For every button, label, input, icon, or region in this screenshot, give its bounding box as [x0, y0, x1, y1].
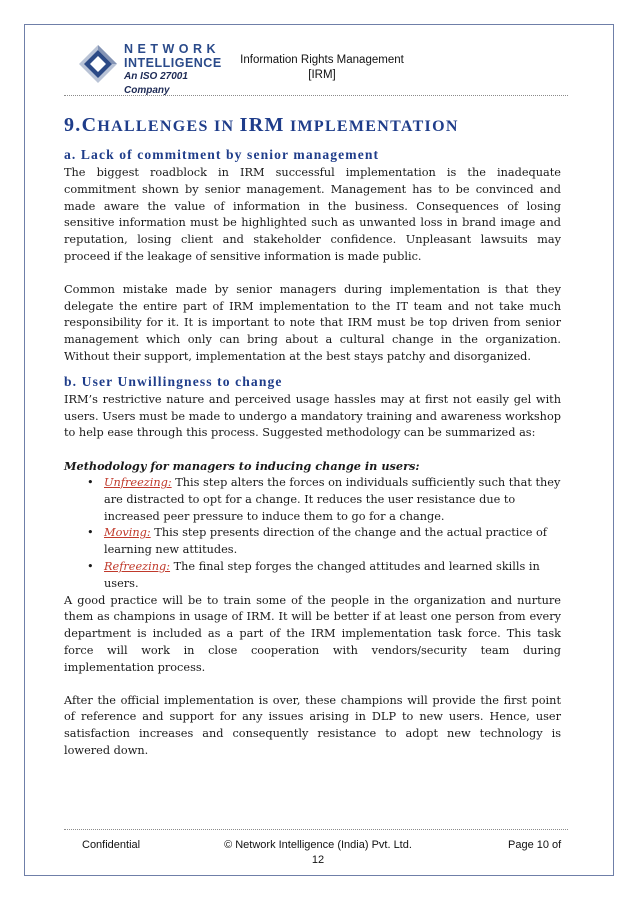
list-item-text: The final step forges the changed attitudes and learned skills in users. [104, 559, 540, 590]
list-item-term: Refreezing: [104, 559, 171, 573]
logo-line-1: NETWORK [124, 42, 221, 56]
section-title-irm: IRM [239, 114, 285, 136]
list-item [87, 475, 561, 525]
footer-page-total: 12 [311, 854, 325, 866]
section-title-initial: C [81, 114, 98, 136]
methodology-title: Methodology for managers to inducing change in users: [64, 459, 420, 474]
section-number: 9. [64, 114, 82, 136]
bullet-icon: • [87, 475, 94, 489]
bullet-icon: • [87, 526, 94, 540]
footer-confidential: Confidential [82, 839, 141, 851]
logo-diamond-icon [78, 44, 118, 84]
logo-line-3: An ISO 27001 Company [124, 71, 188, 96]
section-title-part: IMPLEMENTATION [284, 118, 459, 135]
company-logo [78, 40, 228, 94]
header-title-line-1: Information Rights Management [240, 54, 404, 66]
list-item-text: This step alters the forces on individuals sufficiently such that they are distracted to opt for a change. It reduces the user resistance due to increased peer pressure to induce them to go for a change. [104, 475, 561, 523]
paragraph: After the official implementation is over, these champions will provide the first point of reference and support for any issues arising in DLP to new users. Hence, user satisfaction increases and consequently resistance to adopt new technology is lowered down. [64, 693, 561, 757]
footer-copyright [212, 838, 424, 868]
header-title-line-2: [IRM] [308, 69, 336, 81]
section-title-part: HALLENGES IN [97, 118, 240, 135]
list-item [87, 525, 561, 559]
logo-line-2: INTELLIGENCE [124, 56, 222, 70]
paragraph: Common mistake made by senior managers during implementation is that they delegate the entire part of IRM implementation to the IT team and not take much responsibility for it. It is important to note that IRM must be top driven from senior management which only can bring about a cultural change in the organization. Without their support, implementation at the best stays patchy and disorganized. [64, 282, 561, 363]
header-title [222, 53, 422, 83]
list-item [87, 559, 561, 593]
list-item-term: Moving: [104, 526, 151, 540]
section-heading [64, 114, 459, 137]
paragraph: IRM’s restrictive nature and perceived usage hassles may at first not easily gel with users. Users must be made to undergo a mandatory training and awareness workshop to help ease through this process. Suggested methodology can be summarized as: [64, 392, 561, 440]
page-content [64, 146, 561, 760]
footer-copyright-text: © Network Intelligence (India) Pvt. Ltd. [224, 839, 412, 851]
footer-page-number: Page 10 of [508, 839, 562, 851]
paragraph: A good practice will be to train some of the people in the organization and nurture them as champions in usage of IRM. It will be better if at least one person from every department is included as a part of the IRM implementation task force. This task force will work in close cooperation with vendors/security team during implementation process. [64, 593, 561, 674]
list-item-text: This step presents direction of the change and the actual practice of learning new attitudes. [104, 526, 547, 557]
methodology-list [87, 475, 561, 593]
paragraph: The biggest roadblock in IRM successful implementation is the inadequate commitment shown by senior management. Management has to be convinced and made aware the value of information in the business. Consequences of losing sensitive information must be highlighted such as unwanted loss in brand image and reputation, losing client and stakeholder confidence. Unpleasant lawsuits may proceed if the leakage of sensitive information is made public. [64, 166, 561, 263]
header-divider [64, 95, 568, 96]
footer-divider [64, 829, 568, 830]
subheading-b: b. User Unwillingness to change [64, 373, 283, 389]
subheading-a: a. Lack of commitment by senior management [64, 147, 380, 162]
bullet-icon: • [87, 559, 94, 573]
list-item-term: Unfreezing: [104, 475, 172, 489]
